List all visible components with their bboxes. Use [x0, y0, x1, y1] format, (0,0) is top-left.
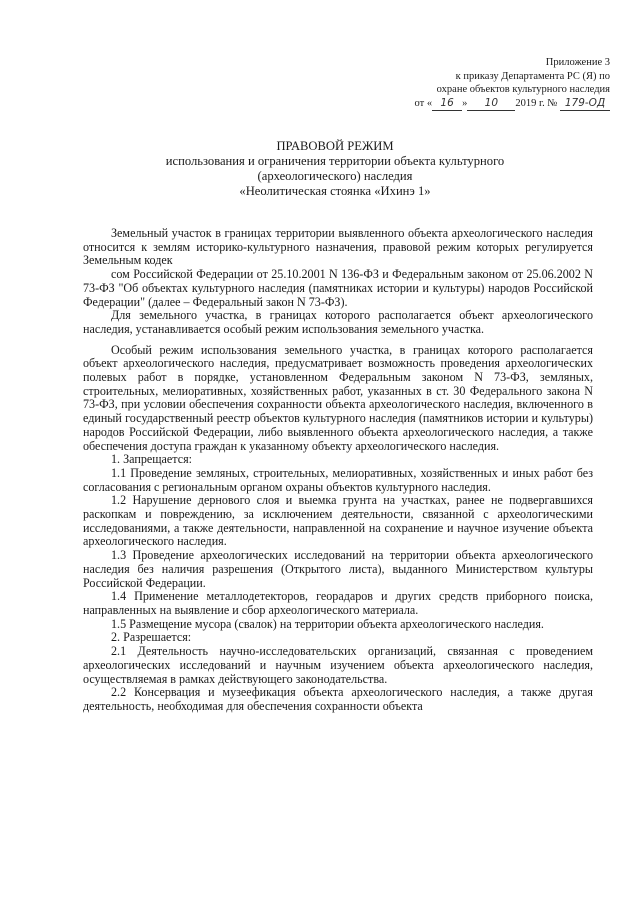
date-month-field	[467, 97, 515, 112]
document-title	[80, 139, 590, 199]
document-body	[83, 227, 593, 714]
item-1-1: 1.1 Проведение земляных, строительных, мелиоративных, хозяйственных и иных работ без согласования с региональным органом охраны объектов культурного наследия.	[83, 465, 593, 494]
title-subtitle-2: (археологического) наследия	[257, 169, 413, 183]
title-main: ПРАВОВОЙ РЕЖИМ	[276, 139, 394, 153]
item-1-3: 1.3 Проведение археологических исследований на территории объекта археологического наследия без наличия разрешения (Открытого листа), выданного Министерством культуры Российской Федерации.	[83, 548, 593, 590]
appendix-title: Приложение 3	[545, 57, 610, 68]
paragraph-special-regime: Для земельного участка, в границах которого располагается объект археологического наследия, устанавливается особый режим использования земельного участка.	[83, 308, 593, 336]
date-month: 10	[484, 96, 499, 109]
item-2-1: 2.1 Деятельность научно-исследовательских организаций, связанная с проведением археологических исследований и научным изучением объекта археологического наследия, осуществляемая в рамках действующего законодательства.	[83, 644, 593, 686]
date-day-field	[432, 97, 462, 112]
appendix-header	[380, 56, 610, 111]
title-subtitle-1: использования и ограничения территории объекта культурного	[165, 154, 505, 168]
title-object-name: «Неолитическая стоянка «Ихинэ 1»	[239, 184, 431, 198]
section-allowed: 2. Разрешается:	[111, 630, 192, 645]
section-prohibited: 1. Запрещается:	[111, 452, 193, 467]
date-mid: »	[462, 97, 468, 109]
date-day: 16	[440, 96, 454, 109]
date-year: 2019 г. №	[515, 97, 558, 109]
item-1-5: 1.5 Размещение мусора (свалок) на территории объекта археологического наследия.	[111, 616, 544, 631]
appendix-order-line: к приказу Департамента РС (Я) по	[455, 70, 610, 82]
item-1-4: 1.4 Применение металлодетекторов, георадаров и других средств приборного поиска, направленных на выявление и сбор археологического материала.	[83, 589, 593, 617]
item-1-2: 1.2 Нарушение дернового слоя и выемка грунта на участках, ранее не подвергавшихся раскопкам и повреждению, за исключением деятельности, связанной с археологическими исследованиями, а также деятельности, направленной на сохранение и научное изучение объекта археологического наследия.	[83, 493, 593, 549]
order-number-field	[560, 97, 610, 112]
appendix-date-line	[380, 97, 610, 112]
item-2-2: 2.2 Консервация и музеефикация объекта археологического наследия, а также другая деятельность, необходимая для обеспечения сохранности объекта	[83, 685, 593, 713]
date-prefix: от «	[414, 97, 433, 109]
appendix-department-line: охране объектов культурного наследия	[436, 84, 610, 95]
paragraph-land-status-continued: сом Российской Федерации от 25.10.2001 N 136-ФЗ и Федеральным законом от 25.06.2002 N 73-ФЗ "Об объектах культурного наследия (памятниках истории и культуры) народов Российской Федерации" (далее – Федеральный закон N 73-ФЗ).	[83, 267, 593, 309]
paragraph-land-status: Земельный участок в границах территории выявленного объекта археологического наследия относится к землям историко-культурного назначения, правовой режим которых регулируется Земельным кодек	[83, 226, 593, 268]
order-number: 179-ОД	[564, 96, 606, 109]
paragraph-regime-details: Особый режим использования земельного участка, в границах которого располагается объект археологического наследия, предусматривает возможность проведения археологических полевых работ в порядке, установленном Федеральным законом N 73-ФЗ, земляных, строительных, мелиоративных, хозяйственных работ, указанных в ст. 30 Федерального закона N 73-ФЗ, при условии обеспечения сохранности объекта археологического наследия, включенного в единый государственный реестр объектов культурного наследия (памятников истории и культуры) народов Российской Федерации, либо выявленного объекта археологического наследия, а также обеспечения доступа граждан к указанному объекту археологического наследия.	[83, 342, 593, 453]
